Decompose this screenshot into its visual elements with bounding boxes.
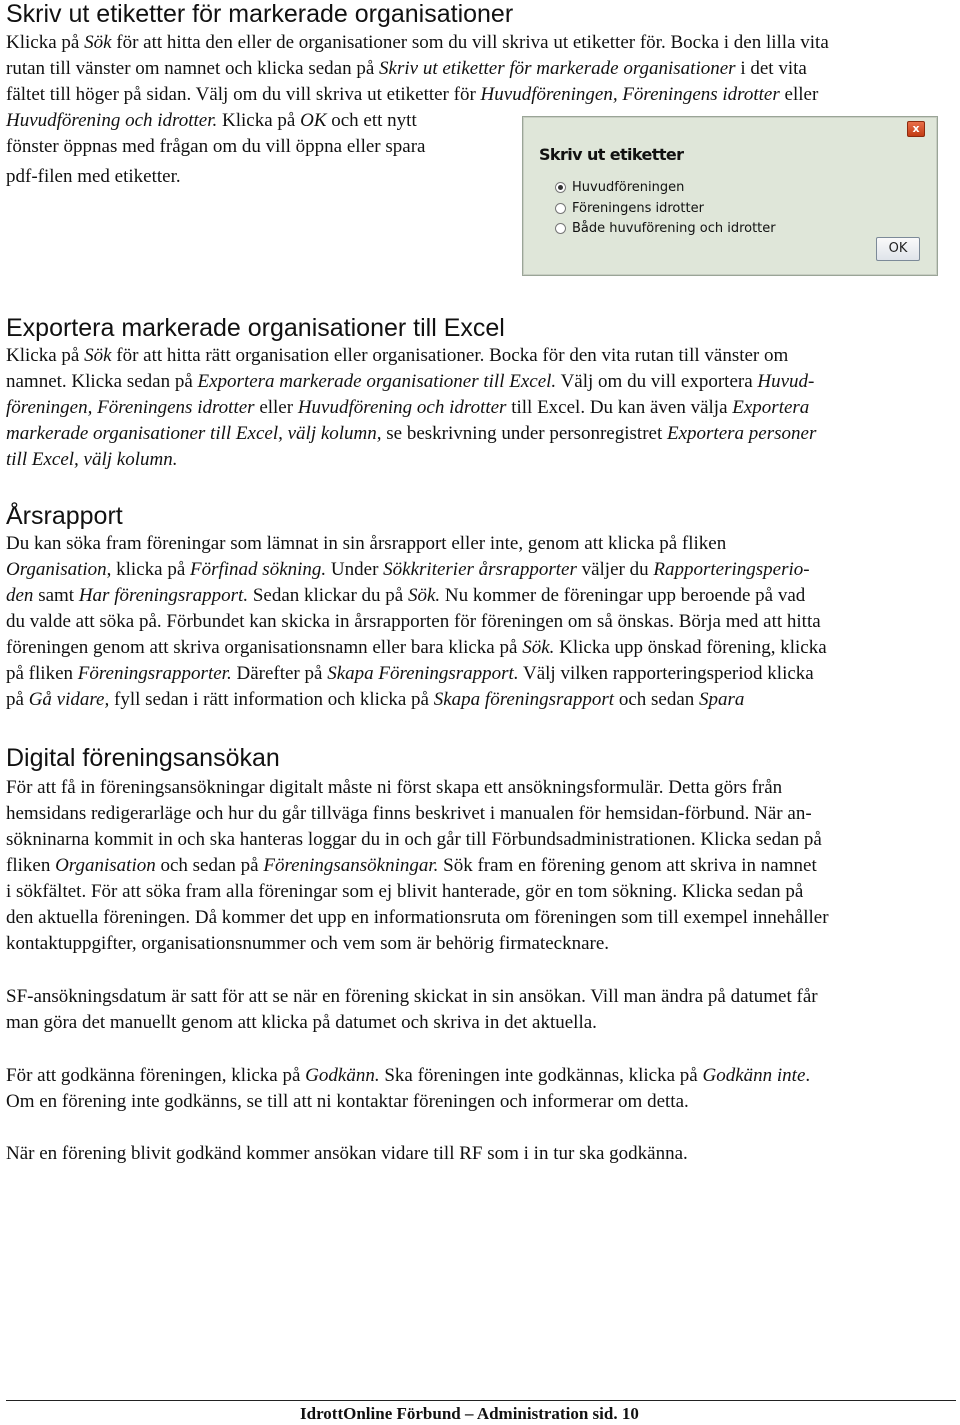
section-heading-foreningsansokan: Digital föreningsansökan	[6, 744, 280, 772]
radio-selected-icon[interactable]	[555, 182, 566, 193]
page-footer: IdrottOnline Förbund – Administration sid. 10	[300, 1404, 639, 1423]
body-line: Huvudförening och idrotter. Klicka på OK och ett nytt	[6, 110, 417, 131]
body-line: du valde att söka på. Förbundet kan skicka in årsrapporten för föreningen om så önskas. Börja med att hitta	[6, 611, 821, 632]
radio-icon[interactable]	[555, 223, 566, 234]
body-line: på Gå vidare, fyll sedan i rätt information och klicka på Skapa föreningsrapport och sedan Spara	[6, 689, 745, 710]
radio-option-huvudforeningen[interactable]	[555, 177, 684, 197]
body-line: fliken Organisation och sedan på Föreningsansökningar. Sök fram en förening genom att skriva in namnet	[6, 855, 817, 876]
body-line: föreningen genom att skriva organisationsnamn eller bara klicka på Sök. Klicka upp önskad förening, klicka	[6, 637, 827, 658]
dialog-title: Skriv ut etiketter	[539, 145, 684, 164]
body-line: Om en förening inte godkänns, se till att ni kontaktar föreningen och informerar om detta.	[6, 1091, 689, 1112]
body-line: För att få in föreningsansökningar digitalt måste ni först skapa ett ansökningsformulär. Detta görs från	[6, 777, 783, 798]
radio-option-bade[interactable]	[555, 218, 776, 238]
section-heading-arsrapport: Årsrapport	[6, 502, 123, 530]
body-line: den samt Har föreningsrapport. Sedan klickar du på Sök. Nu kommer de föreningar upp beroende på vad	[6, 585, 806, 606]
radio-label: Huvudföreningen	[572, 179, 685, 195]
footer-divider	[6, 1400, 956, 1401]
body-line: kontaktuppgifter, organisationsnummer och vem som är behörig firmatecknare.	[6, 933, 610, 954]
body-line: hemsidans redigerarläge och hur du går tillväga finns beskrivet i manualen för hemsidan-förbund. När an-	[6, 803, 812, 824]
body-line: sökninarna kommit in och ska hanteras loggar du in och går till Förbundsadministrationen. Klicka sedan på	[6, 829, 822, 850]
radio-label: Både huvuförening och idrotter	[572, 220, 776, 236]
body-line: pdf-filen med etiketter.	[6, 166, 181, 187]
body-line: till Excel, välj kolumn.	[6, 449, 178, 470]
body-line: När en förening blivit godkänd kommer ansökan vidare till RF som i in tur ska godkänna.	[6, 1143, 688, 1164]
body-line: För att godkänna föreningen, klicka på Godkänn. Ska föreningen inte godkännas, klicka på Godkänn inte.	[6, 1065, 811, 1086]
body-line: Organisation, klicka på Förfinad sökning. Under Sökkriterier årsrapporter väljer du Rapporteringsperio-	[6, 559, 810, 580]
body-line: markerade organisationer till Excel, välj kolumn, se beskrivning under personregistret Exportera personer	[6, 423, 817, 444]
ok-button[interactable]: OK	[876, 237, 920, 261]
body-line: Klicka på Sök för att hitta den eller de organisationer som du vill skriva ut etiketter för. Bocka i den lilla vita	[6, 32, 829, 53]
body-line: i sökfältet. För att söka fram alla föreningar som ej blivit hanterade, gör en tom sökning. Klicka sedan på	[6, 881, 804, 902]
section-heading-excel: Exportera markerade organisationer till Excel	[6, 314, 505, 342]
body-line: Klicka på Sök för att hitta rätt organisation eller organisationer. Bocka för den vita rutan till vänster om	[6, 345, 789, 366]
body-line: SF-ansökningsdatum är satt för att se när en förening skickat in sin ansökan. Vill man ändra på datumet får	[6, 986, 818, 1007]
body-line: man göra det manuellt genom att klicka på datumet och skriva in det aktuella.	[6, 1012, 597, 1033]
radio-option-foreningens-idrotter[interactable]	[555, 198, 704, 218]
body-line: namnet. Klicka sedan på Exportera markerade organisationer till Excel. Välj om du vill exportera Huvud-	[6, 371, 815, 392]
body-line: Du kan söka fram föreningar som lämnat in sin årsrapport eller inte, genom att klicka på fliken	[6, 533, 727, 554]
body-line: rutan till vänster om namnet och klicka sedan på Skriv ut etiketter för markerade organisationer i det vita	[6, 58, 807, 79]
radio-label: Föreningens idrotter	[572, 200, 704, 216]
body-line: fältet till höger på sidan. Välj om du vill skriva ut etiketter för Huvudföreningen, Föreningens idrotter eller	[6, 84, 819, 105]
close-icon[interactable]: x	[907, 121, 925, 137]
body-line: på fliken Föreningsrapporter. Därefter på Skapa Föreningsrapport. Välj vilken rapporteringsperiod klicka	[6, 663, 814, 684]
print-labels-dialog	[522, 116, 938, 276]
body-line: föreningen, Föreningens idrotter eller Huvudförening och idrotter till Excel. Du kan även välja Exportera	[6, 397, 810, 418]
section-heading-etiketter: Skriv ut etiketter för markerade organisationer	[6, 0, 514, 28]
radio-icon[interactable]	[555, 203, 566, 214]
body-line: den aktuella föreningen. Då kommer det upp en informationsruta om föreningen som till exempel innehåller	[6, 907, 829, 928]
body-line: fönster öppnas med frågan om du vill öppna eller spara	[6, 136, 426, 157]
